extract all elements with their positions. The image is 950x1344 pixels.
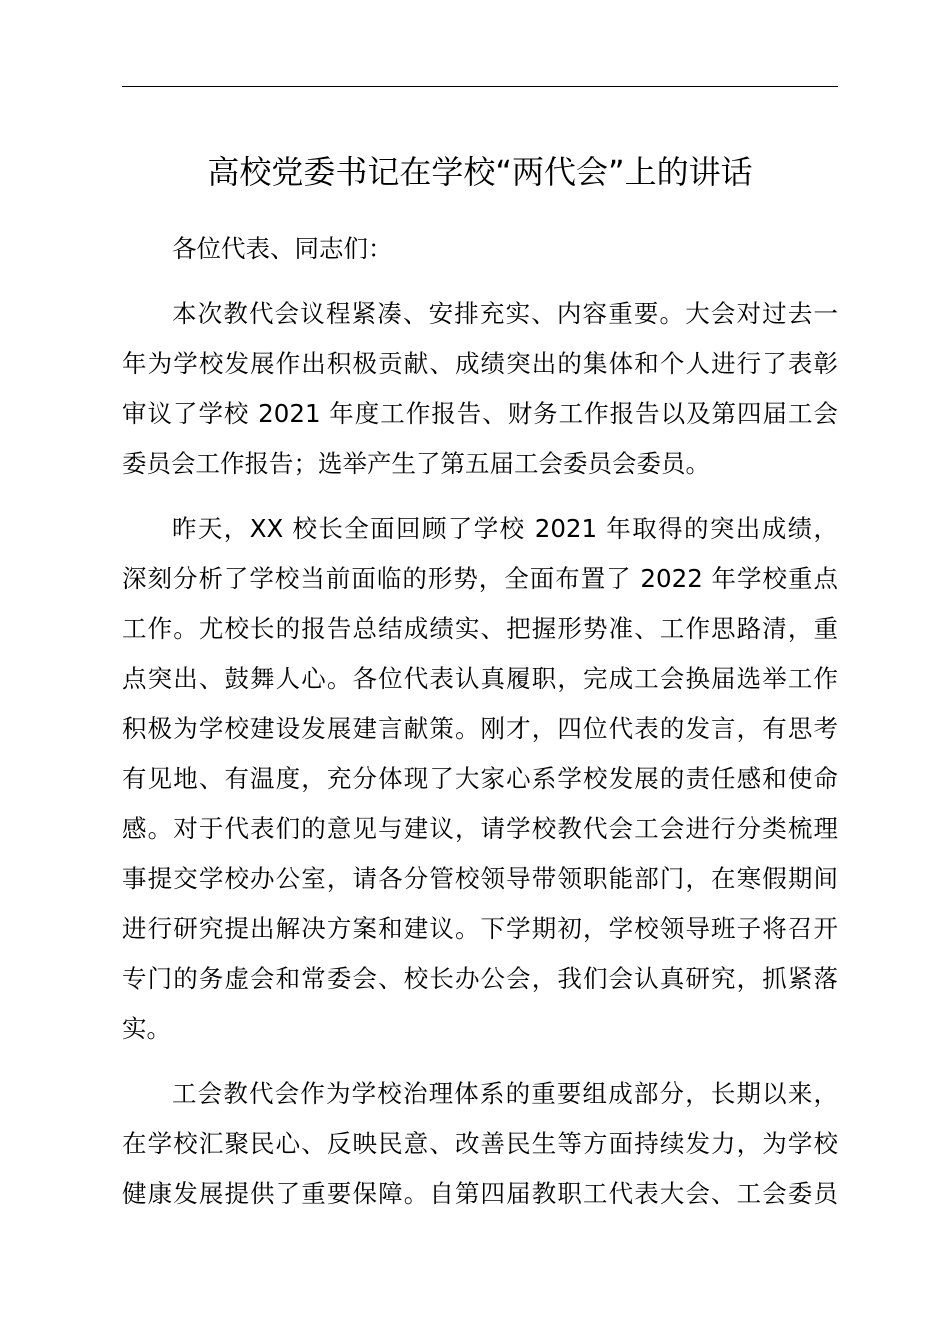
paragraph-2-line-11: 实。 [122,1014,171,1043]
paragraph-1-line-2: 年为学校发展作出积极贡献、成绩突出的集体和个人进行了表彰 [122,349,838,378]
paragraph-2-line-7: 感。对于代表们的意见与建议，请学校教代会工会进行分类梳理 [122,814,838,843]
salutation: 各位代表、同志们： [172,234,393,263]
paragraph-2-line-5: 积极为学校建设发展建言献策。刚才，四位代表的发言，有思考 [122,714,838,743]
paragraph-1-line-3: 审议了学校 2021 年度工作报告、财务工作报告以及第四届工会 [122,399,838,428]
paragraph-2-line-6: 有见地、有温度，充分体现了大家心系学校发展的责任感和使命 [122,764,838,793]
paragraph-2-line-4: 点突出、鼓舞人心。各位代表认真履职，完成工会换届选举工作 [122,664,838,693]
paragraph-2-line-3: 工作。尤校长的报告总结成绩实、把握形势准、工作思路清，重 [122,614,838,643]
paragraph-1-line-1: 本次教代会议程紧凑、安排充实、内容重要。大会对过去一 [172,299,838,328]
paragraph-2-line-1: 昨天，XX 校长全面回顾了学校 2021 年取得的突出成绩， [172,514,838,543]
paragraph-3-line-3: 健康发展提供了重要保障。自第四届教职工代表大会、工会委员 [122,1179,838,1208]
header-divider [122,86,838,87]
paragraph-3-line-2: 在学校汇聚民心、反映民意、改善民生等方面持续发力，为学校 [122,1129,838,1158]
paragraph-2-line-8: 事提交学校办公室，请各分管校领导带领职能部门，在寒假期间 [122,864,838,893]
paragraph-3-line-1: 工会教代会作为学校治理体系的重要组成部分，长期以来， [172,1079,838,1108]
paragraph-1-line-4: 委员会工作报告；选举产生了第五届工会委员会委员。 [122,449,710,478]
document-title: 高校党委书记在学校“两代会”上的讲话 [207,153,753,191]
paragraph-2-line-2: 深刻分析了学校当前面临的形势，全面布置了 2022 年学校重点 [122,564,838,593]
paragraph-2-line-10: 专门的务虚会和常委会、校长办公会，我们会认真研究，抓紧落 [122,964,838,993]
paragraph-2-line-9: 进行研究提出解决方案和建议。下学期初，学校领导班子将召开 [122,914,838,943]
